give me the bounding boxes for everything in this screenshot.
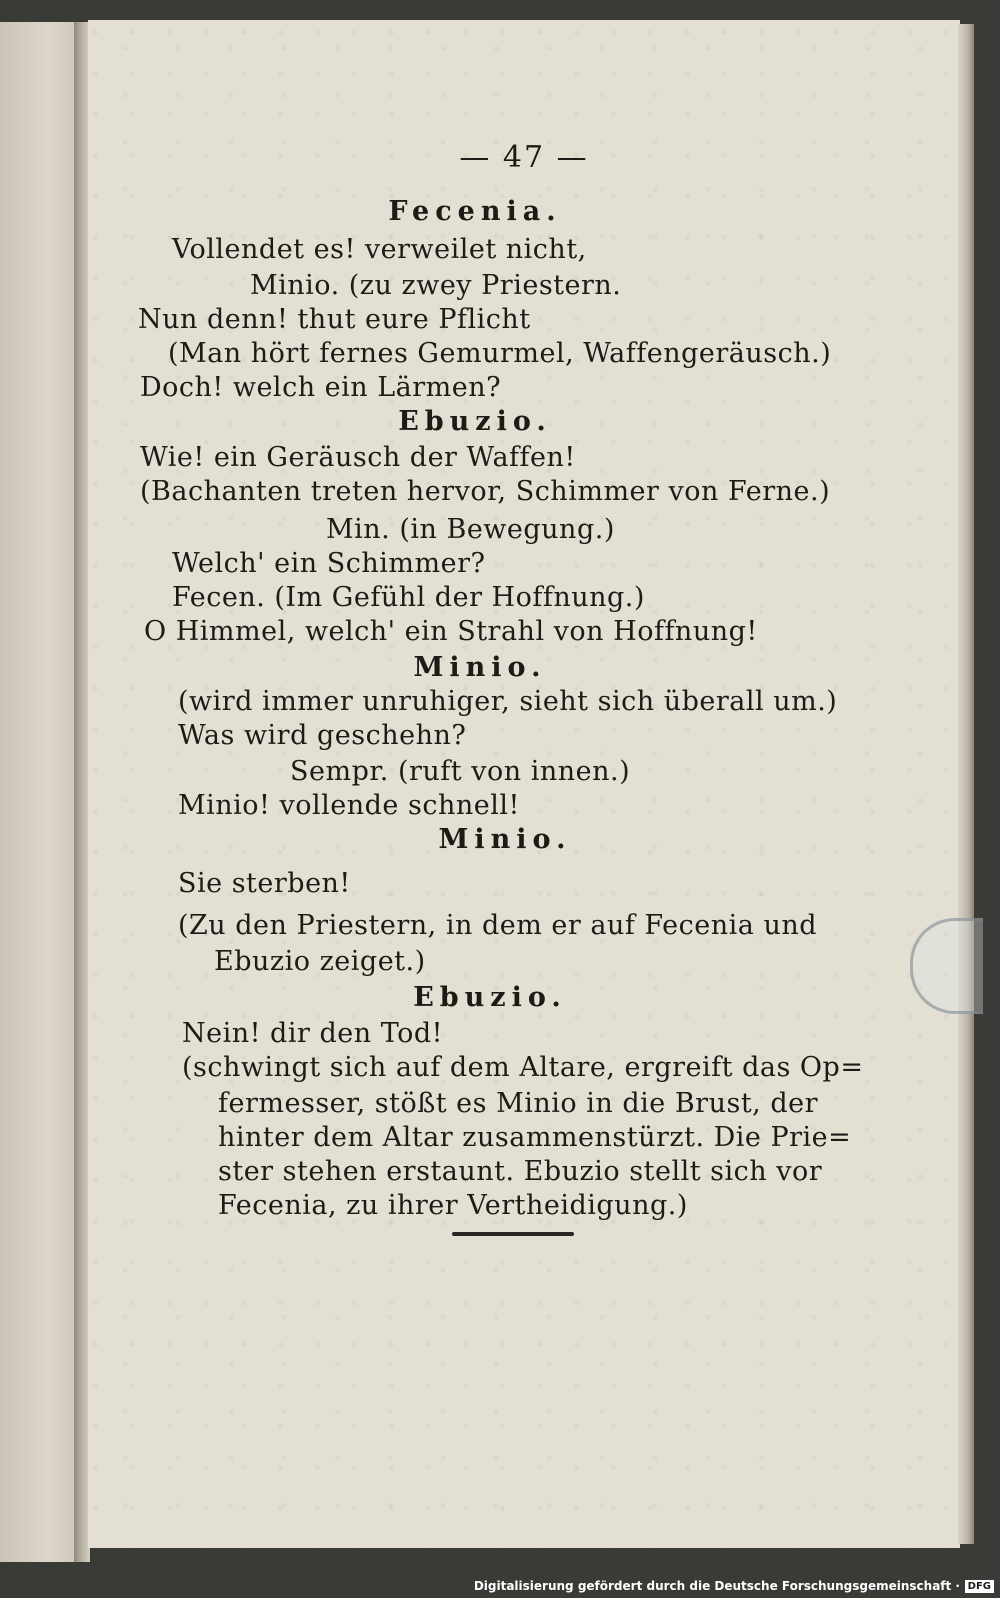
text-line: Wie! ein Geräusch der Waffen!	[140, 442, 576, 473]
end-rule	[452, 1232, 574, 1236]
text-line: Sie sterben!	[178, 868, 351, 899]
text-line: Nein! dir den Tod!	[182, 1018, 444, 1049]
stage-direction: Fecenia, zu ihrer Vertheidigung.)	[218, 1190, 688, 1221]
speaker-heading: Minio.	[438, 824, 572, 855]
dfg-logo-icon: DFG	[965, 1580, 994, 1593]
page-number: — 47 —	[459, 140, 589, 175]
text-line: Doch! welch ein Lärmen?	[140, 372, 502, 403]
stage-direction: (schwingt sich auf dem Altare, ergreift das Op=	[182, 1052, 864, 1083]
stage-direction: (Man hört fernes Gemurmel, Waffengeräusch.)	[168, 338, 832, 369]
previous-page-edge	[0, 22, 78, 1562]
stage-direction: ster stehen erstaunt. Ebuzio stellt sich vor	[218, 1156, 823, 1187]
stage-direction: Ebuzio zeiget.)	[214, 946, 426, 977]
stage-direction: hinter dem Altar zusammenstürzt. Die Prie=	[218, 1122, 852, 1153]
stage-direction: (Zu den Priestern, in dem er auf Fecenia und	[178, 910, 818, 941]
speaker-heading: Ebuzio.	[398, 406, 552, 437]
text-line: Nun denn! thut eure Pflicht	[138, 304, 531, 335]
speaker-heading: Minio.	[413, 652, 547, 683]
text-line: Fecen. (Im Gefühl der Hoffnung.)	[172, 582, 645, 613]
stage-direction: (wird immer unruhiger, sieht sich überall um.)	[178, 686, 838, 717]
text-line: Min. (in Bewegung.)	[326, 514, 615, 545]
text-line: Vollendet es! verweilet nicht,	[172, 234, 587, 265]
speaker-heading: Ebuzio.	[413, 982, 567, 1013]
text-line: O Himmel, welch' ein Strahl von Hoffnung!	[144, 616, 758, 647]
text-line: Welch' ein Schimmer?	[172, 548, 486, 579]
text-line: Sempr. (ruft von innen.)	[290, 756, 631, 787]
page-edge	[958, 24, 974, 1544]
speaker-heading: Fecenia.	[388, 196, 562, 227]
text-line: Minio! vollende schnell!	[178, 790, 520, 821]
footer-credit: Digitalisierung gefördert durch die Deutsche Forschungsgemeinschaft ·	[473, 1579, 960, 1593]
footer-bar	[0, 1570, 1000, 1598]
text-line: Minio. (zu zwey Priestern.	[250, 270, 622, 301]
stage-direction: (Bachanten treten hervor, Schimmer von Ferne.)	[140, 476, 831, 507]
stage-direction: fermesser, stößt es Minio in die Brust, der	[218, 1088, 819, 1119]
text-line: Was wird geschehn?	[178, 720, 467, 751]
